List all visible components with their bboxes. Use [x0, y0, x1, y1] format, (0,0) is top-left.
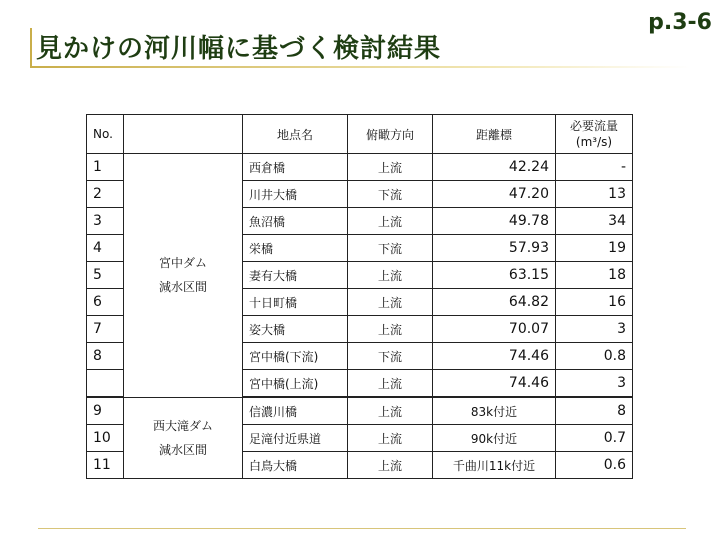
row-distance: 70.07	[433, 316, 556, 343]
row-no: 11	[87, 452, 124, 479]
row-site: 姿大橋	[243, 316, 348, 343]
row-flow: 0.6	[556, 452, 633, 479]
row-distance: 83k付近	[433, 397, 556, 425]
table-header-row	[87, 115, 633, 154]
row-no: 10	[87, 425, 124, 452]
row-direction: 上流	[348, 208, 433, 235]
row-no: 5	[87, 262, 124, 289]
row-distance: 63.15	[433, 262, 556, 289]
row-site: 魚沼橋	[243, 208, 348, 235]
row-no: 2	[87, 181, 124, 208]
results-table	[86, 114, 633, 479]
row-site: 十日町橋	[243, 289, 348, 316]
row-distance: 74.46	[433, 343, 556, 370]
table-row	[87, 397, 633, 425]
row-distance: 74.46	[433, 370, 556, 398]
header-section	[124, 115, 243, 154]
row-site: 信濃川橋	[243, 397, 348, 425]
header-distance: 距離標	[433, 115, 556, 154]
row-no: 6	[87, 289, 124, 316]
row-direction: 上流	[348, 425, 433, 452]
row-flow: 3	[556, 370, 633, 398]
row-flow: 8	[556, 397, 633, 425]
group-miyanaka	[124, 154, 243, 398]
group-label-line1: 西大滝ダム	[152, 418, 213, 433]
title-underline	[30, 66, 690, 68]
row-site: 宮中橋(上流)	[243, 370, 348, 398]
row-distance: 千曲川11k付近	[433, 452, 556, 479]
table-row	[87, 154, 633, 181]
row-flow: 0.8	[556, 343, 633, 370]
row-no: 4	[87, 235, 124, 262]
row-site: 西倉橋	[243, 154, 348, 181]
row-direction: 下流	[348, 181, 433, 208]
row-direction: 上流	[348, 316, 433, 343]
row-direction: 上流	[348, 262, 433, 289]
group-label-line2: 減水区間	[158, 442, 207, 457]
row-direction: 下流	[348, 235, 433, 262]
title-accent-bar	[30, 28, 32, 66]
page-number: p.3-6	[648, 10, 712, 35]
row-site: 妻有大橋	[243, 262, 348, 289]
row-flow: 13	[556, 181, 633, 208]
row-no: 1	[87, 154, 124, 181]
row-flow: -	[556, 154, 633, 181]
row-flow: 18	[556, 262, 633, 289]
header-site: 地点名	[243, 115, 348, 154]
slide-title: 見かけの河川幅に基づく検討結果	[36, 34, 442, 64]
row-no: 3	[87, 208, 124, 235]
row-no: 7	[87, 316, 124, 343]
row-site: 足滝付近県道	[243, 425, 348, 452]
header-no: No.	[87, 115, 124, 154]
row-flow: 19	[556, 235, 633, 262]
row-distance: 49.78	[433, 208, 556, 235]
header-direction: 俯瞰方向	[348, 115, 433, 154]
row-no: 9	[87, 397, 124, 425]
row-site: 栄橋	[243, 235, 348, 262]
row-distance: 57.93	[433, 235, 556, 262]
row-flow: 3	[556, 316, 633, 343]
row-direction: 上流	[348, 370, 433, 398]
row-direction: 上流	[348, 154, 433, 181]
row-site: 川井大橋	[243, 181, 348, 208]
row-direction: 上流	[348, 452, 433, 479]
group-nishiotaki	[124, 397, 243, 479]
header-flow	[556, 115, 633, 154]
row-site: 宮中橋(下流)	[243, 343, 348, 370]
row-flow: 0.7	[556, 425, 633, 452]
row-direction: 上流	[348, 289, 433, 316]
row-direction: 下流	[348, 343, 433, 370]
row-no	[87, 370, 124, 398]
row-distance: 64.82	[433, 289, 556, 316]
row-distance: 42.24	[433, 154, 556, 181]
row-no: 8	[87, 343, 124, 370]
row-direction: 上流	[348, 397, 433, 425]
row-distance: 47.20	[433, 181, 556, 208]
group-label-line1: 宮中ダム	[158, 256, 207, 271]
row-flow: 34	[556, 208, 633, 235]
header-flow-line2: (m³/s)	[575, 135, 613, 149]
footer-rule	[38, 528, 686, 529]
row-site: 白鳥大橋	[243, 452, 348, 479]
row-distance: 90k付近	[433, 425, 556, 452]
row-flow: 16	[556, 289, 633, 316]
header-flow-line1: 必要流量	[569, 119, 618, 133]
group-label-line2: 減水区間	[158, 280, 207, 295]
